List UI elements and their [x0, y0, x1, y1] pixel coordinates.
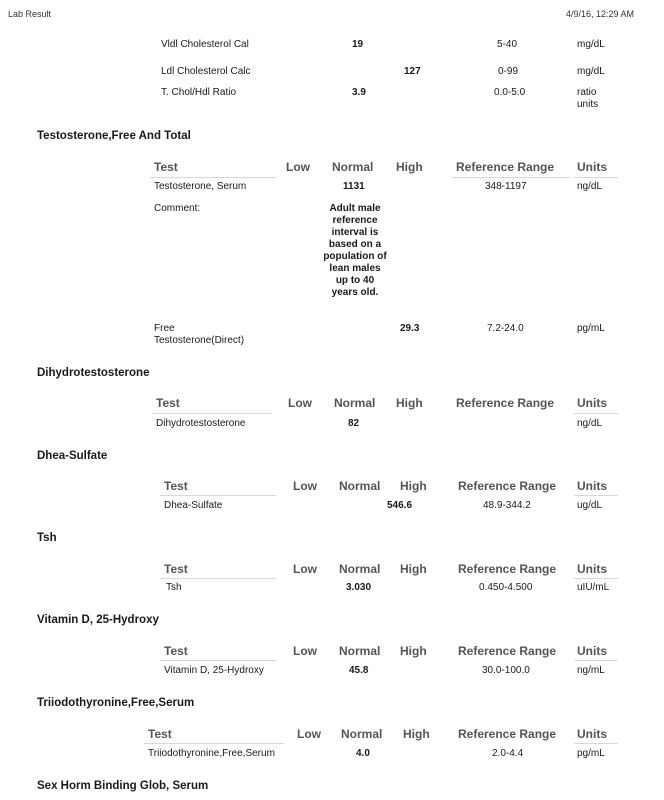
column-rule [160, 578, 276, 579]
column-header-normal: Normal [334, 396, 376, 410]
column-header-normal: Normal [332, 160, 374, 174]
reference-range: 30.0-100.0 [482, 665, 530, 676]
column-header-units: Units [577, 562, 607, 576]
column-header-range: Reference Range [458, 562, 557, 576]
units: ratio units [577, 87, 599, 110]
column-rule [574, 660, 618, 661]
column-header-normal: Normal [341, 727, 383, 741]
column-rule [152, 413, 272, 414]
normal-value: 19 [352, 39, 364, 50]
test-name: Vitamin D, 25-Hydroxy [164, 665, 264, 676]
column-rule [574, 413, 618, 414]
reference-range: 0-99 [498, 66, 519, 77]
units: pg/mL [577, 323, 605, 334]
column-header-range: Reference Range [456, 160, 555, 174]
column-header-test: Test [148, 727, 172, 741]
column-header-high: High [400, 562, 427, 576]
column-header-high: High [400, 479, 427, 493]
column-rule [574, 177, 618, 178]
normal-value: 82 [348, 418, 360, 429]
column-rule [160, 495, 276, 496]
column-rule [574, 495, 618, 496]
column-header-units: Units [577, 644, 607, 658]
column-header-normal: Normal [339, 562, 381, 576]
column-header-units: Units [577, 727, 607, 741]
units: mg/dL [577, 66, 605, 77]
units: ug/dL [577, 500, 603, 511]
comment-label: Comment: [154, 203, 201, 214]
column-header-low: Low [297, 727, 321, 741]
column-header-range: Reference Range [458, 479, 557, 493]
column-header-test: Test [154, 160, 178, 174]
high-value: 546.6 [387, 500, 413, 511]
section-title-dht: Dihydrotestosterone [37, 367, 150, 379]
units: mg/dL [577, 39, 605, 50]
reference-range: 0.450-4.500 [479, 582, 533, 593]
column-header-low: Low [293, 644, 317, 658]
reference-range: 7.2-24.0 [487, 323, 524, 334]
comment-text: Adult male reference interval is based on a population of lean males up to 40 years old. [323, 203, 387, 298]
column-header-high: High [403, 727, 430, 741]
column-header-range: Reference Range [458, 727, 557, 741]
column-header-normal: Normal [339, 479, 381, 493]
column-header-low: Low [293, 479, 317, 493]
section-title-dhea: Dhea-Sulfate [37, 450, 108, 462]
normal-value: 45.8 [349, 665, 369, 676]
test-name: Dhea-Sulfate [164, 500, 223, 511]
test-name: Ldl Cholesterol Calc [161, 66, 251, 77]
reference-range: 5-40 [497, 39, 518, 50]
high-value: 127 [404, 66, 421, 77]
column-header-high: High [396, 160, 423, 174]
column-header-units: Units [577, 479, 607, 493]
units: uIU/mL [577, 582, 610, 593]
normal-value: 3.030 [346, 582, 372, 593]
column-rule [452, 177, 570, 178]
column-header-test: Test [164, 562, 188, 576]
reference-range: 2.0-4.4 [492, 748, 524, 759]
column-header-high: High [400, 644, 427, 658]
test-name: Free Testosterone(Direct) [154, 323, 245, 346]
column-header-low: Low [293, 562, 317, 576]
section-title-t3: Triiodothyronine,Free,Serum [37, 697, 195, 709]
column-header-units: Units [577, 160, 607, 174]
reference-range: 348-1197 [485, 181, 527, 192]
page-header-left: Lab Result [8, 9, 52, 19]
column-header-test: Test [156, 396, 180, 410]
column-header-high: High [396, 396, 423, 410]
section-title-testosterone: Testosterone,Free And Total [37, 130, 191, 142]
column-rule [574, 578, 618, 579]
test-name: Testosterone, Serum [154, 181, 247, 192]
column-header-low: Low [286, 160, 310, 174]
column-header-units: Units [577, 396, 607, 410]
units: pg/mL [577, 748, 605, 759]
high-value: 29.3 [400, 323, 420, 334]
test-name: Dihydrotestosterone [156, 418, 246, 429]
page-header-timestamp: 4/9/16, 12:29 AM [566, 9, 635, 19]
test-name: Tsh [166, 582, 182, 593]
column-header-normal: Normal [339, 644, 381, 658]
test-name: Triiodothyronine,Free,Serum [148, 748, 275, 759]
normal-value: 1131 [343, 181, 365, 192]
section-title-vitamin-d: Vitamin D, 25-Hydroxy [37, 614, 159, 626]
reference-range: 48.9-344.2 [483, 500, 531, 511]
reference-range: 0.0-5.0 [494, 87, 526, 98]
column-header-low: Low [288, 396, 312, 410]
units: ng/mL [577, 665, 605, 676]
column-header-test: Test [164, 479, 188, 493]
units: ng/dL [577, 418, 603, 429]
section-title-shbg: Sex Horm Binding Glob, Serum [37, 780, 209, 792]
section-title-tsh: Tsh [37, 532, 57, 544]
column-header-range: Reference Range [458, 644, 557, 658]
column-rule [144, 743, 284, 744]
normal-value: 4.0 [356, 748, 370, 759]
column-header-test: Test [164, 644, 188, 658]
normal-value: 3.9 [352, 87, 366, 98]
column-rule [150, 177, 276, 178]
column-header-range: Reference Range [456, 396, 555, 410]
test-name: Vldl Cholesterol Cal [161, 39, 249, 50]
test-name: T. Chol/Hdl Ratio [161, 87, 237, 98]
units: ng/dL [577, 181, 603, 192]
column-rule [574, 743, 618, 744]
column-rule [160, 660, 276, 661]
